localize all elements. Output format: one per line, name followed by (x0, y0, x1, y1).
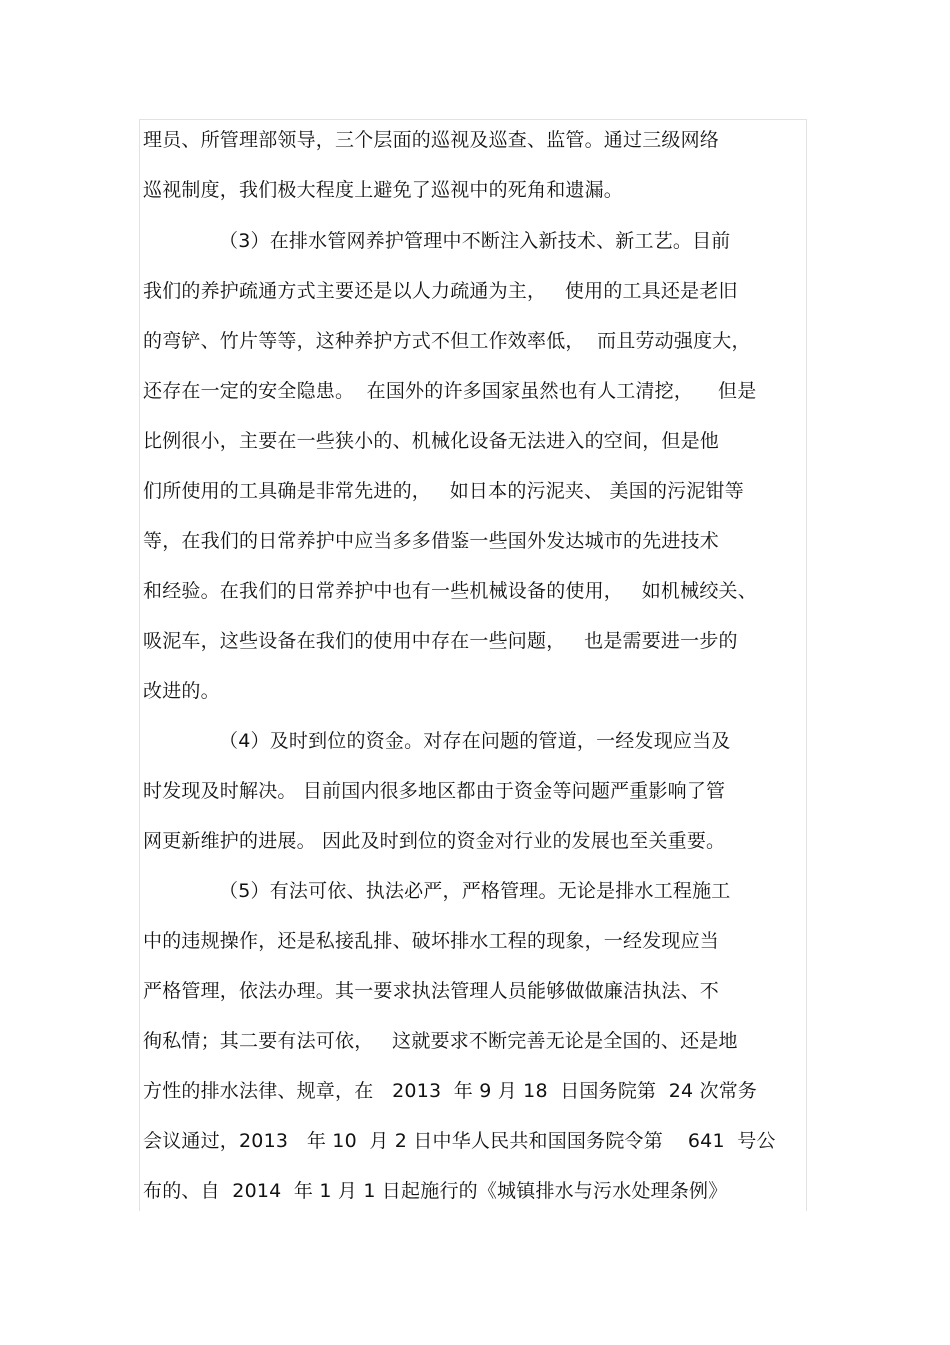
text-line-4: 我们的养护疏通方式主要还是以人力疏通为主， 使用的工具还是老旧 (143, 280, 738, 302)
text-line-15: 网更新维护的进展。 因此及时到位的资金对行业的发展也至关重要。 (143, 830, 726, 852)
text-line-20: 方性的排水法律、规章，在 2013 年 9 月 18 日国务院第 24 次常务 (143, 1080, 758, 1102)
text-line-10: 和经验。在我们的日常养护中也有一些机械设备的使用， 如机械绞关、 (143, 580, 757, 602)
text-line-9: 等，在我们的日常养护中应当多多借鉴一些国外发达城市的先进技术 (143, 530, 720, 552)
text-line-7: 比例很小，主要在一些狭小的、机械化设备无法进入的空间，但是他 (143, 430, 720, 452)
text-line-13: （4）及时到位的资金。对存在问题的管道，一经发现应当及 (219, 730, 731, 752)
text-line-16: （5）有法可依、执法必严，严格管理。无论是排水工程施工 (219, 880, 731, 902)
text-line-2: 巡视制度，我们极大程度上避免了巡视中的死角和遗漏。 (143, 179, 624, 201)
text-line-6: 还存在一定的安全隐患。 在国外的许多国家虽然也有人工清挖， 但是 (143, 380, 757, 402)
text-line-11: 吸泥车，这些设备在我们的使用中存在一些问题， 也是需要进一步的 (143, 630, 738, 652)
text-line-21: 会议通过，2013 年 10 月 2 日中华人民共和国国务院令第 641 号公 (143, 1130, 776, 1152)
text-line-1: 理员、所管理部领导，三个层面的巡视及巡查、监管。通过三级网络 (143, 129, 720, 151)
text-line-18: 严格管理，依法办理。其一要求执法管理人员能够做做廉洁执法、不 (143, 980, 720, 1002)
text-line-17: 中的违规操作，还是私接乱排、破坏排水工程的现象，一经发现应当 (143, 930, 720, 952)
text-line-8: 们所使用的工具确是非常先进的， 如日本的污泥夹、 美国的污泥钳等 (143, 480, 744, 502)
text-line-14: 时发现及时解决。 目前国内很多地区都由于资金等问题严重影响了管 (143, 780, 726, 802)
text-line-3: （3）在排水管网养护管理中不断注入新技术、新工艺。目前 (219, 230, 731, 252)
text-line-19: 徇私情；其二要有法可依， 这就要求不断完善无论是全国的、还是地 (143, 1030, 738, 1052)
text-line-5: 的弯铲、竹片等等，这种养护方式不但工作效率低， 而且劳动强度大， (143, 330, 751, 352)
text-line-12: 改进的。 (143, 680, 220, 702)
text-line-22: 布的、自 2014 年 1 月 1 日起施行的《城镇排水与污水处理条例》 (143, 1180, 728, 1202)
